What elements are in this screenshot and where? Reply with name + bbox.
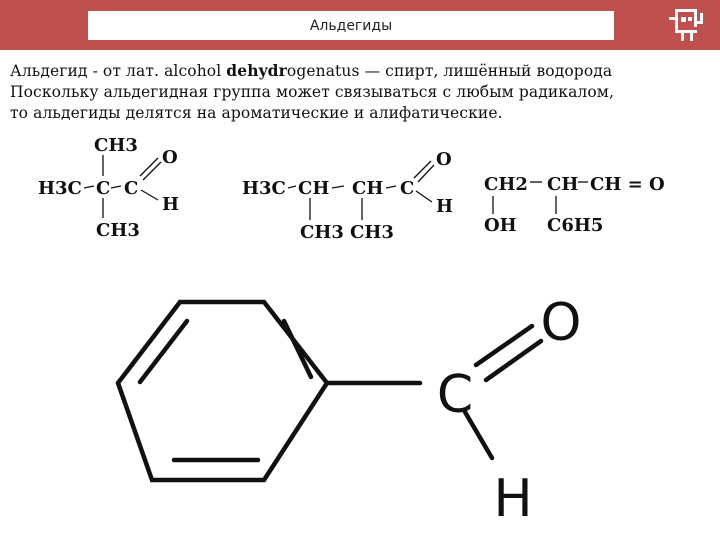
line1-before: Альдегид - от лат. alcohol [10,62,227,80]
benzaldehyde-structure [0,270,720,540]
f2-h: H [436,196,454,217]
f1-ch3-top [94,135,138,156]
f2-ch-a: CH [298,178,330,199]
f2-h3c: H3C [242,178,286,199]
benz-c: C [436,365,474,425]
f3-c6h5: C6H5 [547,215,604,236]
f3-cho: CH = O [590,174,665,195]
f2-ch3-b: CH3 [350,222,394,243]
text-line-2: Поскольку альдегидная группа может связываться с любым радикалом, [10,83,614,101]
f2-ch-b: CH [352,178,384,199]
f1-ch3-top-ch: CH3 [94,135,138,156]
robot-pixel-icon [665,3,709,47]
f3-ch2: CH2 [484,174,528,195]
line1-after: ogenatus — спирт, лишённый водорода [286,62,613,80]
f3-oh: OH [484,215,517,236]
f1-h3c: H3C [38,178,82,199]
slide-title: Альдегиды [88,11,614,40]
f1-h: H [162,194,180,215]
f2-ch3-a: CH3 [300,222,344,243]
formula-3 [484,174,665,236]
f1-c1: C [96,178,111,199]
f1-ch3-bottom: CH3 [96,220,140,241]
benz-o: O [540,293,582,353]
header-bar [0,0,720,50]
formula-1 [38,135,179,241]
benz-h: H [493,469,533,529]
text-line-3: то альдегиды делятся на ароматические и алифатические. [10,104,503,122]
f2-o: O [436,149,452,170]
text-line-1 [10,60,715,82]
aliphatic-formulas [0,128,720,248]
line1-bold: dehydr [226,61,287,80]
f2-c: C [400,178,415,199]
f1-o: O [162,147,178,168]
formula-2 [242,149,453,243]
benzene-ring [118,302,541,480]
f1-c2: C [124,178,139,199]
f3-ch: CH [547,174,579,195]
definition-text [10,60,715,124]
